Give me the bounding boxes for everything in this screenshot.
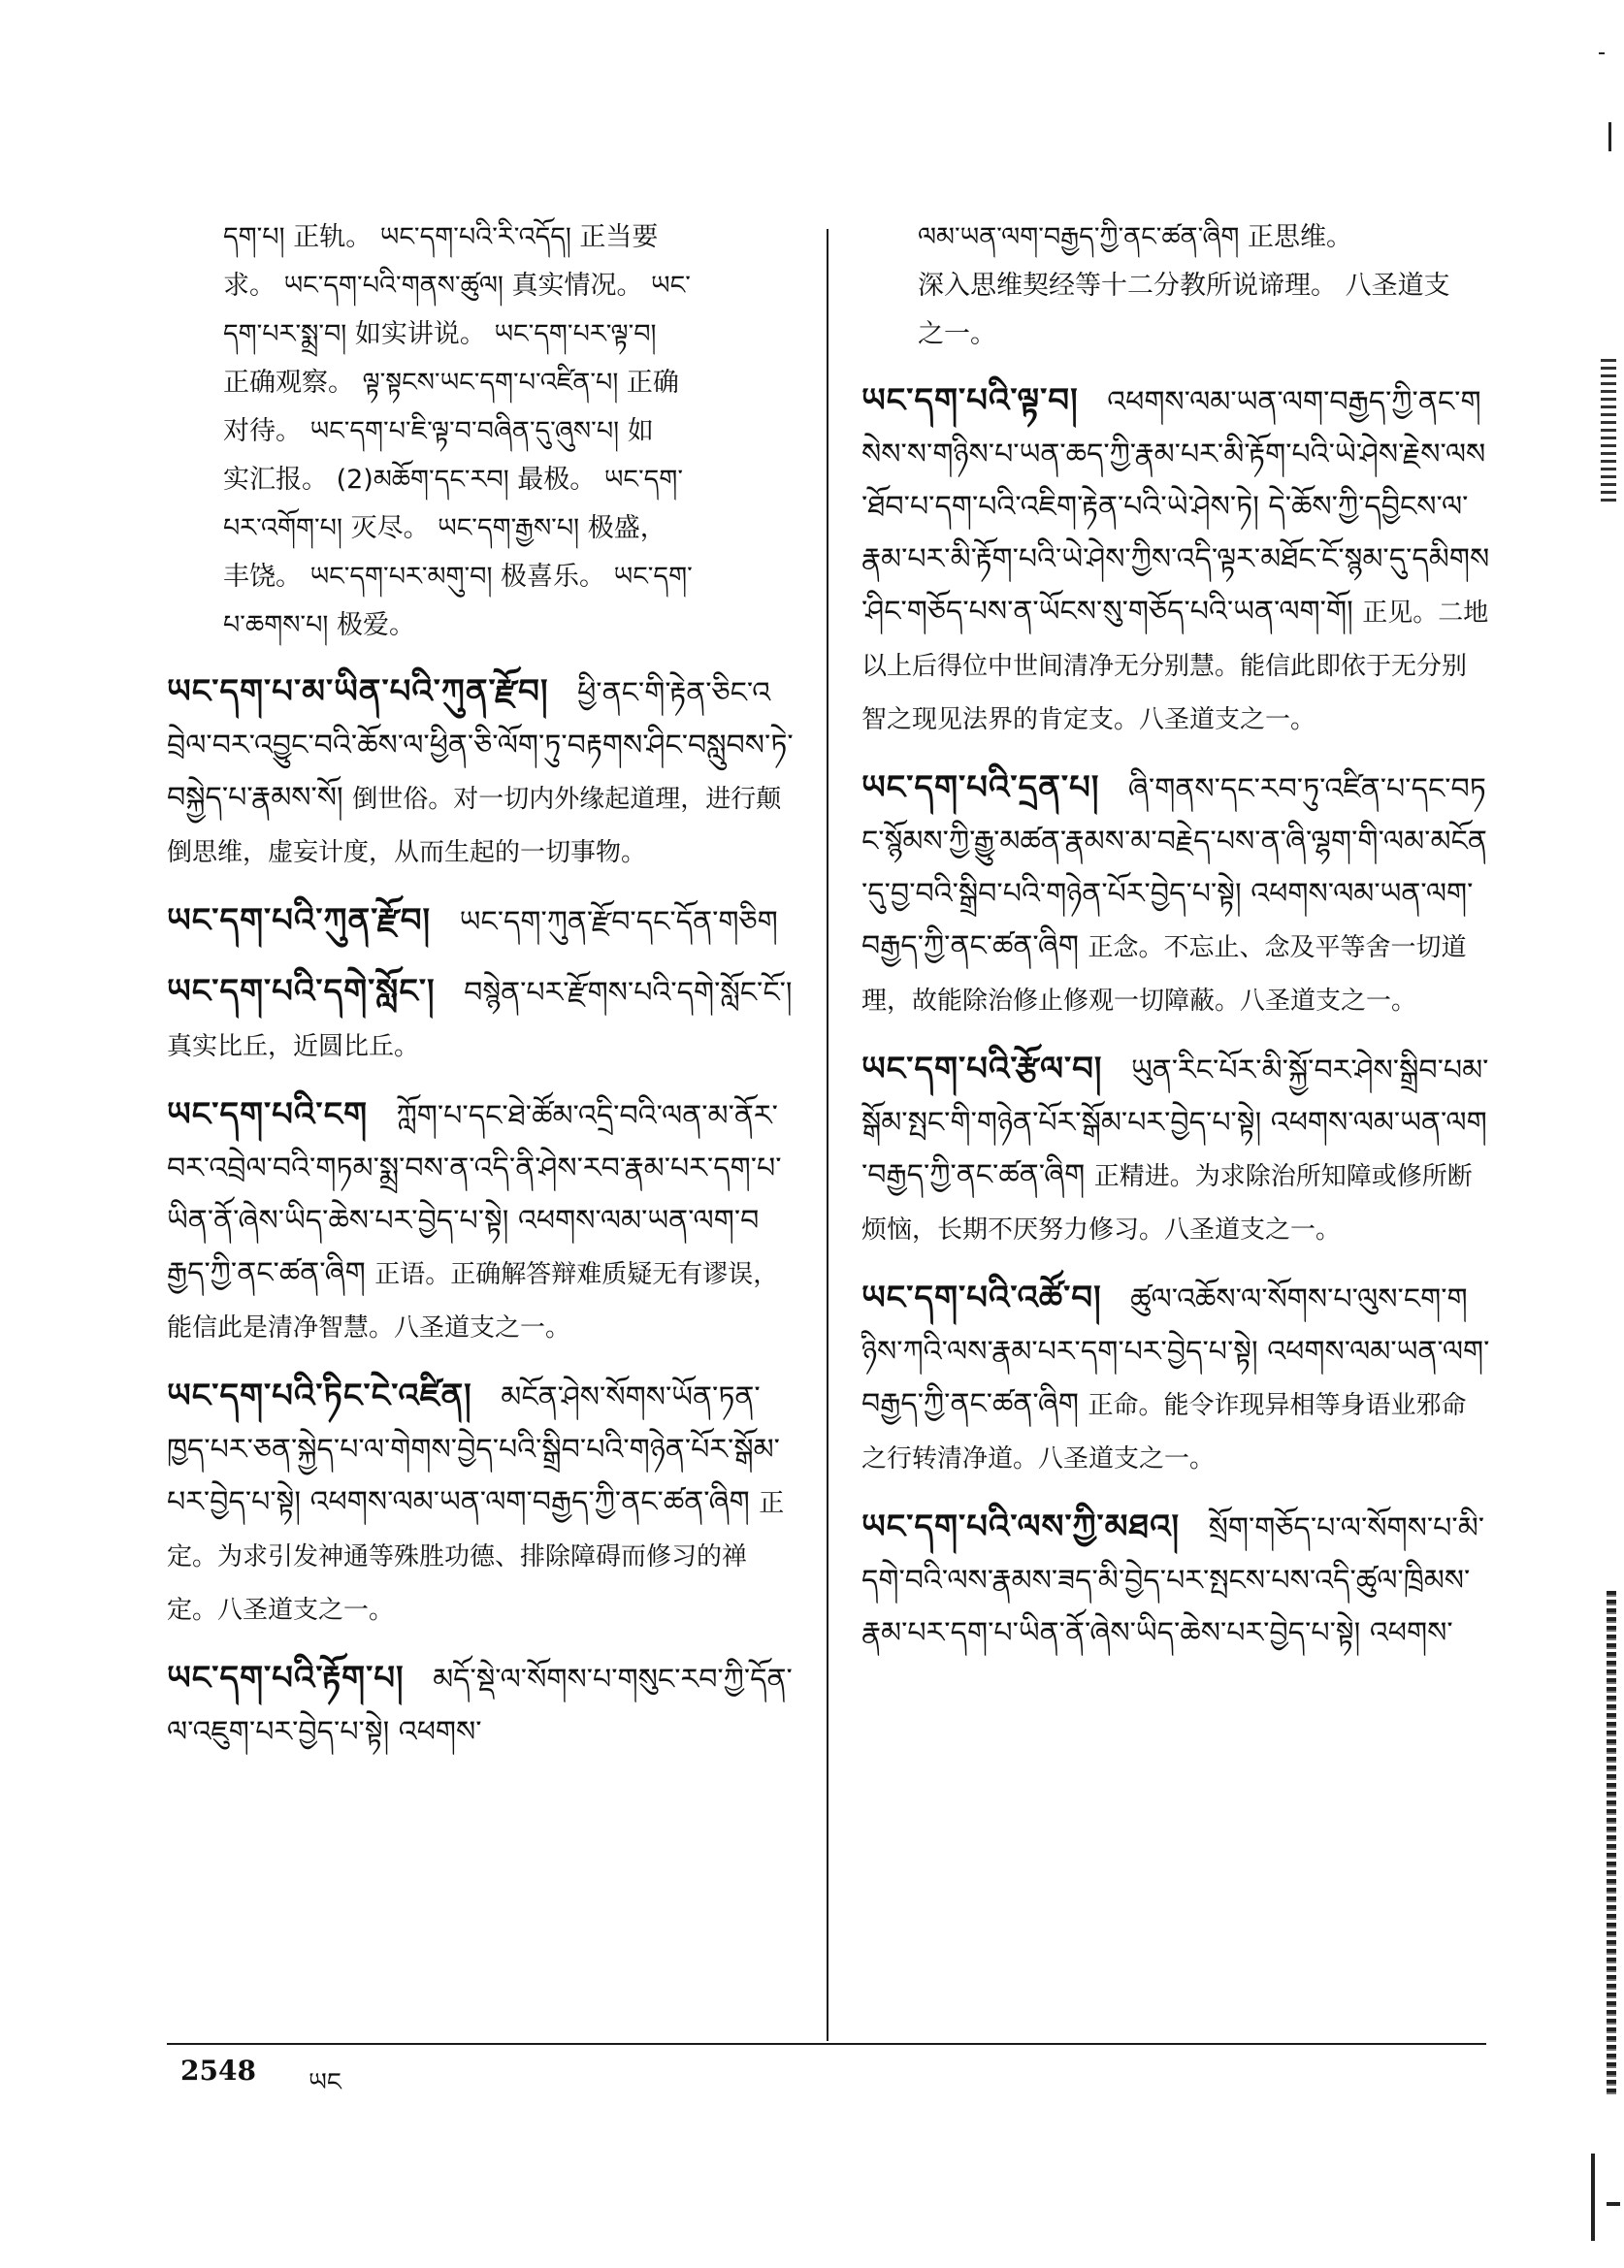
entry-definition: 倒世俗。对一切内外缘起道理，进行颠倒思维，虚妄计度，从而生起的一切事物。	[167, 785, 782, 867]
continuation-line: 之一。	[918, 319, 996, 349]
entry-body: མདོ་སྡེ་ལ་སོགས་པ་གསུང་རབ་ཀྱི་དོན་ལ་འཇུག་པར་བྱེད་པ་སྟེ། འཕགས་	[167, 1663, 793, 1749]
entry-headword: ཡང་དག་པའི་ཀུན་རྫོབ།	[167, 901, 432, 940]
continued-entry	[861, 213, 1490, 359]
entry-body: བསྙེན་པར་རྫོགས་པའི་དགེ་སློང་ངོ་།	[464, 976, 793, 1010]
dictionary-entry	[861, 1043, 1490, 1256]
dictionary-entry	[861, 374, 1490, 746]
continuation-line: 对待。 ཡང་དག་པ་ཇི་ལྟ་བ་བཞིན་དུ་ཞུས་པ། 如	[223, 416, 654, 446]
entry-definition: 正语。正确解答辩难质疑无有谬误，能信此是清净智慧。八圣道支之一。	[167, 1260, 779, 1343]
scan-edge-mark	[1607, 1591, 1616, 2095]
dictionary-entry	[167, 1652, 796, 1760]
continuation-line: 深入思维契经等十二分教所说谛理。 八圣道支	[918, 271, 1450, 301]
right-column	[861, 213, 1490, 1676]
entry-body: མངོན་ཤེས་སོགས་ཡོན་ཏན་ཁྱད་པར་ཅན་སྐྱེད་པ་ལ་གེགས་བྱེད་པའི་སྒྲིབ་པའི་གཉེན་པོར་སྒོམ་པར་བྱེད་པ་སྟེ། འཕགས་ལམ་ཡན་ལག་བརྒྱད་ཀྱི་ནང་ཚན་ཞིག	[167, 1380, 780, 1519]
entry-definition: 正见。二地以上后得位中世间清净无分别慧。能信此即依于无分别智之现见法界的肯定支。八圣道支之一。	[861, 599, 1489, 734]
continued-entry	[167, 213, 796, 650]
entry-body: ཕྱི་ནང་གི་རྟེན་ཅིང་འབྲེལ་བར་འབྱུང་བའི་ཆོས་ལ་ཕྱིན་ཅི་ལོག་ཏུ་བརྟགས་ཤིང་བསླུབས་ཏེ་བསྐྱེད་པ་རྣམས་སོ།	[167, 676, 794, 815]
entry-definition: 正定。为求引发神通等殊胜功德、排除障碍而修习的禅定。八圣道支之一。	[167, 1489, 785, 1625]
scan-edge-mark	[1599, 52, 1605, 54]
entry-body: ཀློག་པ་དང་ཐེ་ཚོམ་འདྲི་བའི་ལན་མ་ནོར་བར་འབྲེལ་བའི་གཏམ་སྨྲ་བས་ན་འདི་ནི་ཤེས་རབ་རྣམ་པར་དག་པ་ཡིན་ནོ་ཞེས་ཡིད་ཆེས་པར་བྱེད་པ་སྟེ། འཕགས་ལམ་ཡན་ལག་བརྒྱད་ཀྱི་ནང་ཚན་ཞིག	[167, 1099, 782, 1290]
scan-edge-mark	[1591, 2154, 1595, 2241]
continuation-line: 丰饶。 ཡང་དག་པར་མགུ་བ། 极喜乐。 ཡང་དག་	[223, 562, 693, 592]
page-number: 2548	[180, 2055, 256, 2087]
entry-headword: ཡང་དག་པའི་དགེ་སློང་།	[167, 972, 436, 1011]
entry-body: ཡུན་རིང་པོར་མི་སྐྱོ་བར་ཤེས་སྒྲིབ་པམ་སྒོམ་སྤང་གི་གཉེན་པོར་སྒོམ་པར་བྱེད་པ་སྟེ། འཕགས་ལམ་ཡན་ལག་བརྒྱད་ཀྱི་ནང་ཚན་ཞིག	[861, 1053, 1489, 1192]
dictionary-entry	[167, 665, 796, 879]
entry-definition: 正精进。为求除治所知障或修所断烦恼，长期不厌努力修习。八圣道支之一。	[861, 1162, 1473, 1245]
continuation-line: ལམ་ཡན་ལག་བརྒྱད་ཀྱི་ནང་ཚན་ཞིག 正思维。	[918, 222, 1353, 252]
entry-definition: 正念。不忘止、念及平等舍一切道理，故能除治修止修观一切障蔽。八圣道支之一。	[861, 933, 1467, 1016]
continuation-line: པ་ཆགས་པ། 极爱。	[223, 610, 415, 640]
dictionary-entry	[167, 894, 796, 950]
column-divider	[827, 229, 828, 2041]
scan-edge-mark	[1607, 2202, 1620, 2206]
dictionary-entry	[167, 1088, 796, 1354]
scan-edge-mark	[1601, 359, 1616, 504]
entry-body: ཡང་དག་ཀུན་རྫོབ་དང་དོན་གཅིག	[459, 905, 778, 939]
entry-headword: ཡང་དག་པའི་འཚོ་བ།	[861, 1279, 1102, 1317]
continuation-line: པར་འགོག་པ། 灭尽。 ཡང་དག་རྒྱས་པ། 极盛，	[223, 513, 666, 543]
entry-definition: 正命。能令诈现异相等身语业邪命之行转清净道。八圣道支之一。	[861, 1391, 1467, 1474]
entry-headword: ཡང་དག་པ་མ་ཡིན་པའི་ཀུན་རྫོབ།	[167, 672, 549, 711]
entry-headword: ཡང་དག་པའི་ལྟ་བ།	[861, 381, 1079, 420]
dictionary-entry	[167, 965, 796, 1073]
continuation-line: དག་པར་སྨྲ་བ། 如实讲说。 ཡང་དག་པར་ལྟ་བ།	[223, 319, 657, 349]
entry-headword: ཡང་དག་པའི་ལས་ཀྱི་མཐའ།	[861, 1507, 1181, 1546]
scan-edge-mark	[1608, 122, 1611, 151]
entry-body: སྲོག་གཅོད་པ་ལ་སོགས་པ་མི་དགེ་བའི་ལས་རྣམས་ཟད་མི་བྱེད་པར་སྤངས་པས་འདི་ཚུལ་ཁྲིམས་རྣམ་པར་དག་པ་ཡིན་ནོ་ཞེས་ཡིད་ཆེས་པར་བྱེད་པ་སྟེ། འཕགས་	[861, 1511, 1485, 1650]
dictionary-entry	[167, 1370, 796, 1636]
entry-headword: ཡང་དག་པའི་དྲན་པ།	[861, 768, 1100, 807]
entry-headword: ཡང་དག་པའི་རྟོག་པ།	[167, 1659, 405, 1698]
entry-body: ཚུལ་འཆོས་ལ་སོགས་པ་ལུས་ངག་གཉིས་ཀའི་ལས་རྣམ་པར་དག་པར་བྱེད་པ་སྟེ། འཕགས་ལམ་ཡན་ལག་བརྒྱད་ཀྱི་ནང་ཚན་ཞིག	[861, 1282, 1490, 1421]
entry-body: ཞི་གནས་དང་རབ་ཏུ་འཛིན་པ་དང་བཏང་སྙོམས་ཀྱི་རྒྱུ་མཚན་རྣམས་མ་བརྗེད་པས་ན་ཞི་ལྷག་གི་ལམ་མངོན་དུ་བྱ་བའི་སྒྲིབ་པའི་གཉེན་པོར་བྱེད་པ་སྟེ། འཕགས་ལམ་ཡན་ལག་བརྒྱད་ཀྱི་ནང་ཚན་ཞིག	[861, 772, 1487, 963]
continuation-line: 求。 ཡང་དག་པའི་གནས་ཚུལ། 真实情况。 ཡང་	[223, 271, 691, 301]
running-head: ཡང	[309, 2068, 341, 2097]
entry-headword: ཡང་དག་པའི་ངག	[167, 1095, 369, 1134]
footer-rule	[167, 2043, 1486, 2045]
entry-headword: ཡང་དག་པའི་རྩོལ་བ།	[861, 1050, 1103, 1088]
left-column	[167, 213, 796, 1775]
dictionary-entry	[861, 761, 1490, 1027]
dictionary-entry	[861, 1501, 1490, 1661]
dictionary-entry	[861, 1272, 1490, 1485]
continuation-line: 正确观察。 ལྟ་སྟངས་ཡང་དག་པ་འཛིན་པ། 正确	[223, 368, 679, 398]
entry-body: འཕགས་ལམ་ཡན་ལག་བརྒྱད་ཀྱི་ནང་གསེས་ས་གཉིས་པ་ཡན་ཆད་ཀྱི་རྣམ་པར་མི་རྟོག་པའི་ཡེ་ཤེས་རྗེས་ལས་ཐོབ་པ་དག་པའི་འཇིག་རྟེན་པའི་ཡེ་ཤེས་ཏེ། དེ་ཆོས་ཀྱི་དབྱིངས་ལ་རྣམ་པར་མི་རྟོག་པའི་ཡེ་ཤེས་ཀྱིས་འདི་ལྟར་མཐོང་ངོ་སྙམ་དུ་དམིགས་ཤིང་གཅོད་པས་ན་ཡོངས་སུ་གཅོད་པའི་ཡན་ལག་གོ།	[861, 385, 1490, 629]
continuation-line: 实汇报。 (2)མཆོག་དང་རབ། 最极。 ཡང་དག་	[223, 465, 683, 495]
continuation-line: དག་པ། 正轨。 ཡང་དག་པའི་རི་འདོད། 正当要	[223, 222, 659, 252]
entry-headword: ཡང་དག་པའི་ཏིང་ངེ་འཛིན།	[167, 1377, 472, 1415]
entry-definition: 真实比丘，近圆比丘。	[167, 1032, 420, 1061]
